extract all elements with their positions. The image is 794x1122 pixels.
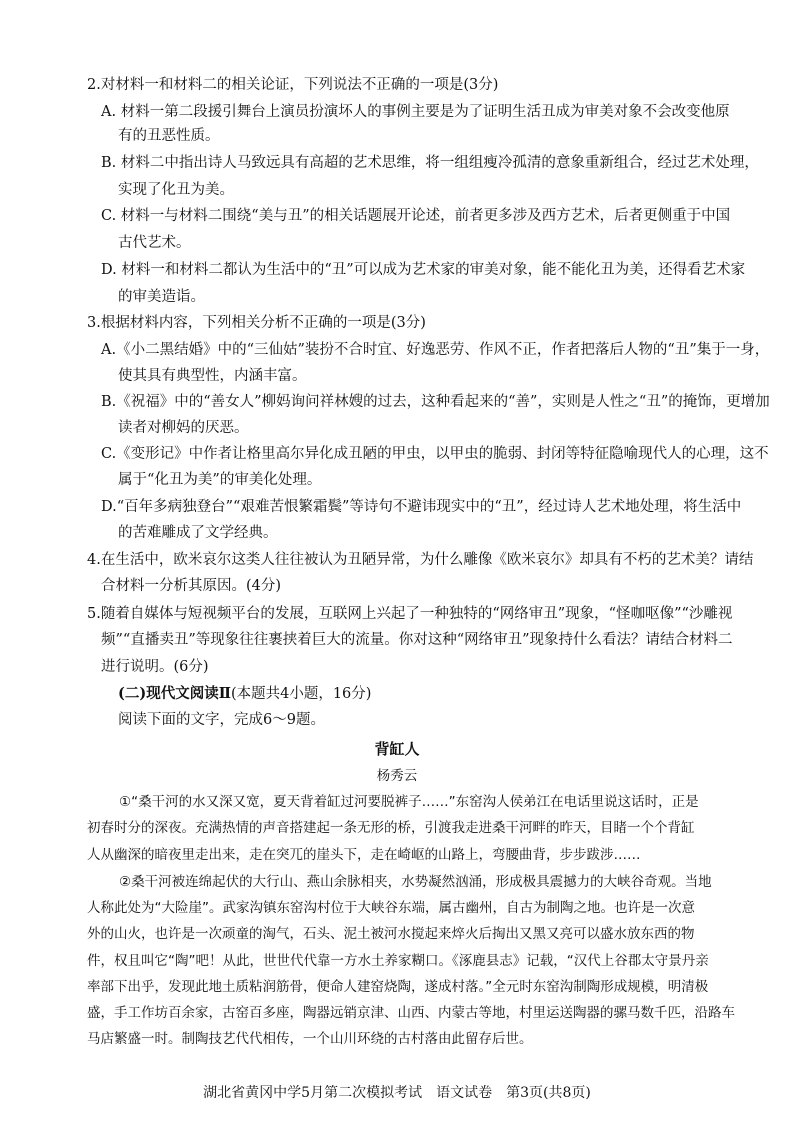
story-paragraph-2-line-7: 马店繁盛一时。制陶技艺代代相传，一个山川环绕的古村落由此留存后世。 xyxy=(87,1031,533,1047)
q3-option-c-cont: 属于“化丑为美”的审美化处理。 xyxy=(118,472,322,488)
story-paragraph-2-line-6: 盛，手工作坊百余家，古窑百多座，陶器远销京津、山西、内蒙古等地，村里运送陶器的骡马数千匹，沿路车 xyxy=(87,1005,735,1021)
q5-stem: 5.随着自媒体与短视频平台的发展，互联网上兴起了一种独特的“网络审丑”现象，“怪咖呕像”“沙雕视 xyxy=(87,606,733,622)
story-paragraph-2-line-2: 人称此处为“大险崖”。武家沟镇东窑沟村位于大峡谷东端，属古幽州，自古为制陶之地。也许是一次意 xyxy=(87,900,695,916)
q2-option-d-cont: 的审美造诣。 xyxy=(118,289,205,305)
story-paragraph-2-line-5: 率部下出乎，发现此地土质粘润筋骨，便命人建窑烧陶，遂成村落。”全元时东窑沟制陶形成规模，明清极 xyxy=(87,979,709,995)
q2-option-a-cont: 有的丑恶性质。 xyxy=(118,128,220,144)
q4-stem: 4.在生活中，欧米哀尔这类人往往被认为丑陋异常，为什么雕像《欧米哀尔》却具有不朽的艺术美？请结 xyxy=(87,552,754,568)
q2-option-a: A. 材料一第二段援引舞台上演员扮演坏人的事例主要是为了证明生活丑成为审美对象不会改变他原 xyxy=(101,104,730,120)
q3-option-a: A.《小二黑结婚》中的“三仙姑”装扮不合时宜、好逸恶劳、作风不正，作者把落后人物的“丑”集于一身， xyxy=(101,342,770,358)
section-heading-label: (二)现代文阅读Ⅱ xyxy=(118,685,231,702)
q2-option-b: B. 材料二中指出诗人马致远具有高超的艺术思维，将一组组瘦冷孤清的意象重新组合，经过艺术处理， xyxy=(101,155,759,171)
q5-stem-cont-2: 进行说明。(6分) xyxy=(101,659,209,675)
section-heading xyxy=(118,684,371,704)
q3-option-b: B.《祝福》中的“善女人”柳妈询问祥林嫂的过去，这种看起来的“善”，实则是人性之“丑”的掩饰，更增加 xyxy=(101,394,770,410)
q2-stem: 2.对材料一和材料二的相关论证，下列说法不正确的一项是(3分) xyxy=(87,77,499,93)
q3-stem: 3.根据材料内容，下列相关分析不正确的一项是(3分) xyxy=(87,315,426,331)
q2-option-c-cont: 古代艺术。 xyxy=(118,235,191,251)
q3-option-b-cont: 读者对柳妈的厌恶。 xyxy=(118,420,249,436)
story-paragraph-2-line-4: 件，权且叫它“陶”吧！从此，世世代代靠一方水土养家糊口。《涿鹿县志》记载，“汉代上谷郡太守景丹亲 xyxy=(87,953,709,969)
q3-option-a-cont: 使其具有典型性，内涵丰富。 xyxy=(118,368,307,384)
q2-option-d: D. 材料一和材料二都认为生活中的“丑”可以成为艺术家的审美对象，能不能化丑为美，还得看艺术家 xyxy=(101,262,746,278)
story-paragraph-2-line-3: 外的山火，也许是一次顽童的淘气，石头、泥土被河水搅起来焠火后掏出又黑又亮可以盛水放东西的物 xyxy=(87,926,695,942)
story-paragraph-1-line-2: 初春时分的深夜。充满热情的声音搭建起一条无形的桥，引渡我走进桑干河畔的昨天，目睹一个个背缸 xyxy=(87,820,695,836)
q4-stem-cont: 合材料一分析其原因。(4分) xyxy=(101,578,282,594)
section-heading-note: (本题共4小题，16分) xyxy=(230,686,372,702)
story-title: 背缸人 xyxy=(374,740,420,758)
q3-option-c: C.《变形记》中作者让格里高尔异化成丑陋的甲虫，以甲虫的脆弱、封闭等特征隐喻现代人的心理，这不 xyxy=(101,446,769,462)
story-paragraph-2-line-1: ②桑干河被连绵起伏的大行山、燕山余脉相夹，水势凝然汹涌，形成极具震撼力的大峡谷奇观。当地 xyxy=(119,874,712,890)
story-paragraph-1-line-1: ①“桑干河的水又深又宽，夏天背着缸过河要脱裤子……”东窑沟人侯弟江在电话里说这话时，正是 xyxy=(119,794,699,810)
reading-instruction: 阅读下面的文字，完成6～9题。 xyxy=(118,712,325,728)
q2-option-b-cont: 实现了化丑为美。 xyxy=(118,182,234,198)
q5-stem-cont-1: 频”“直播卖丑”等现象往往裹挟着巨大的流量。你对这种“网络审丑”现象持什么看法？请结合材料二 xyxy=(101,632,733,648)
story-paragraph-1-line-3: 人从幽深的暗夜里走出来，走在突兀的崖头下，走在崎岖的山路上，弯腰曲背，步步跋涉…… xyxy=(87,847,641,863)
q2-option-c: C. 材料一与材料二围绕“美与丑”的相关话题展开论述，前者更多涉及西方艺术，后者更侧重于中国 xyxy=(101,208,731,224)
q3-option-d: D.“百年多病独登台”“艰难苦恨繁霜鬓”等诗句不避讳现实中的“丑”，经过诗人艺术地处理，将生活中 xyxy=(101,499,742,515)
page-footer: 湖北省黄冈中学5月第二次模拟考试 语文试卷 第3页(共8页) xyxy=(203,1085,591,1101)
q3-option-d-cont: 的苦难雕成了文学经典。 xyxy=(118,525,278,541)
story-author: 杨秀云 xyxy=(376,768,418,784)
